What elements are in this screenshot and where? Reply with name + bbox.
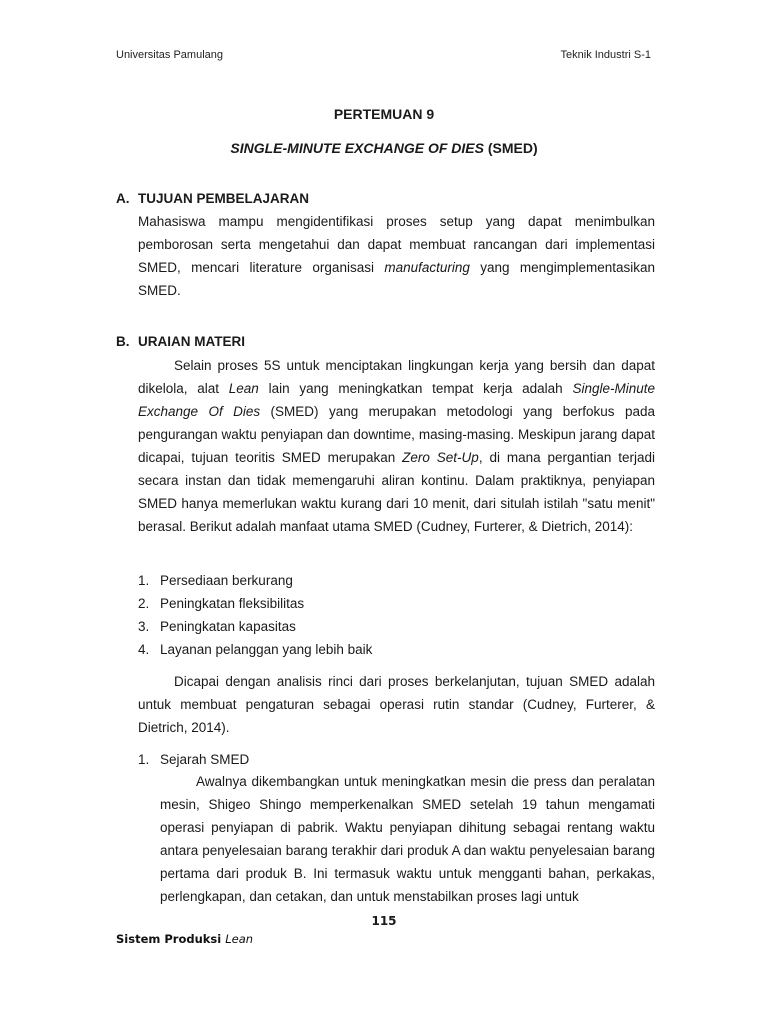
section-a-label: A. bbox=[116, 191, 130, 206]
running-header-right: Teknik Industri S-1 bbox=[560, 49, 651, 61]
list-item: 1. Persediaan berkurang bbox=[138, 573, 293, 588]
section-b-label: B. bbox=[116, 334, 130, 349]
section-a-heading bbox=[116, 191, 309, 206]
section-b-title: URAIAN MATERI bbox=[138, 334, 245, 349]
page-number: 115 bbox=[371, 914, 397, 928]
section-b-heading bbox=[116, 334, 245, 349]
chapter-title bbox=[0, 140, 768, 156]
list-item: 4. Layanan pelanggan yang lebih baik bbox=[138, 642, 373, 657]
section-a-paragraph: Mahasiswa mampu mengidentifikasi proses setup yang dapat menimbulkan pemborosan serta mengetahui dan dapat membuat rancangan dari implementasi SMED, mencari literature organisasi manufacturing yang mengimplementasikan SMED. bbox=[138, 214, 655, 298]
benefits-list bbox=[138, 569, 655, 661]
section-b-paragraph-1: Selain proses 5S untuk menciptakan lingkungan kerja yang bersih dan dapat dikelola, alat Lean lain yang meningkatkan tempat kerja adalah Single-Minute Exchange Of Dies (SMED) yang merupakan metodologi yang berfokus pada pengurangan waktu penyiapan dan downtime, masing-masing. Meskipun jarang dapat dicapai, tujuan teoritis SMED merupakan Zero Set-Up, di mana pergantian terjadi secara instan dan tidak memengaruhi aliran kontinu. Dalam praktiknya, penyiapan SMED hanya memerlukan waktu kurang dari 10 menit, dari situlah istilah "satu menit" berasal. Berikut adalah manfaat utama SMED (Cudney, Furterer, & Dietrich, 2014): bbox=[138, 358, 656, 534]
list-item: 3. Peningkatan kapasitas bbox=[138, 619, 296, 634]
section-a-title: TUJUAN PEMBELAJARAN bbox=[138, 191, 310, 206]
chapter-title-italic: SINGLE-MINUTE EXCHANGE OF DIES bbox=[230, 140, 484, 156]
running-footer: Sistem Produksi Lean bbox=[116, 932, 254, 946]
list-item: 2. Peningkatan fleksibilitas bbox=[138, 596, 305, 611]
chapter-title-rest: (SMED) bbox=[483, 140, 538, 156]
subsection-1-paragraph: Awalnya dikembangkan untuk meningkatkan mesin die press dan peralatan mesin, Shigeo Shingo memperkenalkan SMED setelah 19 tahun mengamati operasi penyiapan di pabrik. Waktu penyiapan dihitung sebagai rentang waktu antara penyelesaian barang terakhir dari produk A dan waktu penyelesaian barang pertama dari produk B. Ini termasuk waktu untuk mengganti bahan, perkakas, perlengkapan, dan cetakan, dan untuk menstabilkan proses lagi untuk bbox=[160, 774, 655, 904]
subsection-1-title: Sejarah SMED bbox=[160, 752, 250, 767]
meeting-title: PERTEMUAN 9 bbox=[333, 106, 435, 122]
running-header-left: Universitas Pamulang bbox=[116, 49, 223, 61]
section-b-paragraph-2: Dicapai dengan analisis rinci dari proses berkelanjutan, tujuan SMED adalah untuk membuat pengaturan sebagai operasi rutin standar (Cudney, Furterer, & Dietrich, 2014). bbox=[138, 674, 655, 735]
subsection-1-heading: 1. Sejarah SMED bbox=[138, 752, 250, 767]
